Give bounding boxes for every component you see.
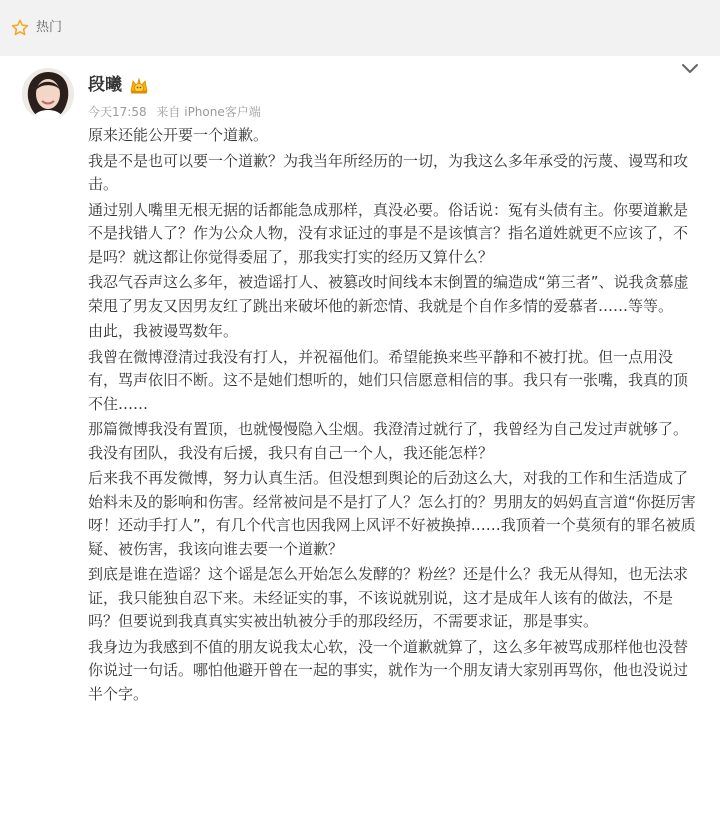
chevron-down-icon[interactable] — [680, 62, 700, 76]
post-paragraph: 那篇微博我没有置顶，也就慢慢隐入尘烟。我澄清过就行了，我曾经为自己发过声就够了。我没有团队，我没有后援，我只有自己一个人，我还能怎样？ — [88, 420, 689, 462]
avatar-portrait — [22, 68, 74, 120]
post-time[interactable]: 今天17:58 — [88, 105, 147, 119]
post-paragraph: 到底是谁在造谣？这个谣是怎么开始怎么发酵的？粉丝？还是什么？我无从得知，也无法求证，我只能独自忍下来。未经证实的事，不该说就别说，这才是成年人该有的做法，不是吗？但要说到我真真实实被出轨被分手的那段经历，不需要求证，那是事实。 — [88, 565, 689, 630]
hot-label: 热门 — [36, 20, 63, 35]
vip-badge-icon[interactable] — [128, 76, 150, 96]
post-paragraph: 后来我不再发微博，努力认真生活。但没想到舆论的后劲这么大，对我的工作和生活造成了始料未及的影响和伤害。经常被问是不是打了人？怎么打的？男朋友的妈妈直言道“你挺厉害呀！还动手打人”，有几个代言也因我网上风评不好被换掉……我顶着一个莫须有的罪名被质疑、被伤害，我该向谁去要一个道歉？ — [88, 469, 696, 558]
post-content — [88, 124, 700, 708]
avatar[interactable] — [22, 68, 74, 120]
post-paragraph: 由此，我被谩骂数年。 — [88, 322, 239, 340]
post-paragraph: 我是不是也可以要一个道歉？为我当年所经历的一切，为我这么多年承受的污蔑、谩骂和攻击。 — [88, 151, 689, 193]
post-paragraph: 我身边为我感到不值的朋友说我太心软，没一个道歉就算了，这么多年被骂成那样他也没替你说过一句话。哪怕他避开曾在一起的事实，就作为一个朋友请大家别再骂你，他也没说过半个字。 — [88, 637, 689, 703]
post-paragraph: 原来还能公开要一个道歉。 — [88, 126, 269, 144]
post-paragraph: 我忍气吞声这么多年，被造谣打人、被篡改时间线本末倒置的编造成“第三者”、说我贪慕虚荣甩了男友又因男友红了跳出来破坏他的新恋情、我就是个自作多情的爱慕者……等等。 — [88, 273, 689, 315]
hot-section-header — [0, 0, 720, 56]
username[interactable]: 段曦 — [88, 75, 122, 95]
post-paragraph: 我曾在微博澄清过我没有打人，并祝福他们。希望能换来些平静和不被打扰。但一点用没有，骂声依旧不断。这不是她们想听的，她们只信愿意相信的事。我只有一张嘴，我真的顶不住…… — [88, 347, 689, 413]
post-paragraph: 通过别人嘴里无根无据的话都能急成那样，真没必要。俗话说：冤有头债有主。你要道歉是不是找错人了？作为公众人物，没有求证过的事是不是该慎言？指名道姓就更不应该了，不是吗？就这都让你觉得委屈了，那我实打实的经历又算什么？ — [88, 200, 689, 266]
post-meta — [88, 104, 267, 120]
star-outline-icon — [10, 18, 30, 38]
post-source: 来自 iPhone客户端 — [156, 105, 261, 119]
